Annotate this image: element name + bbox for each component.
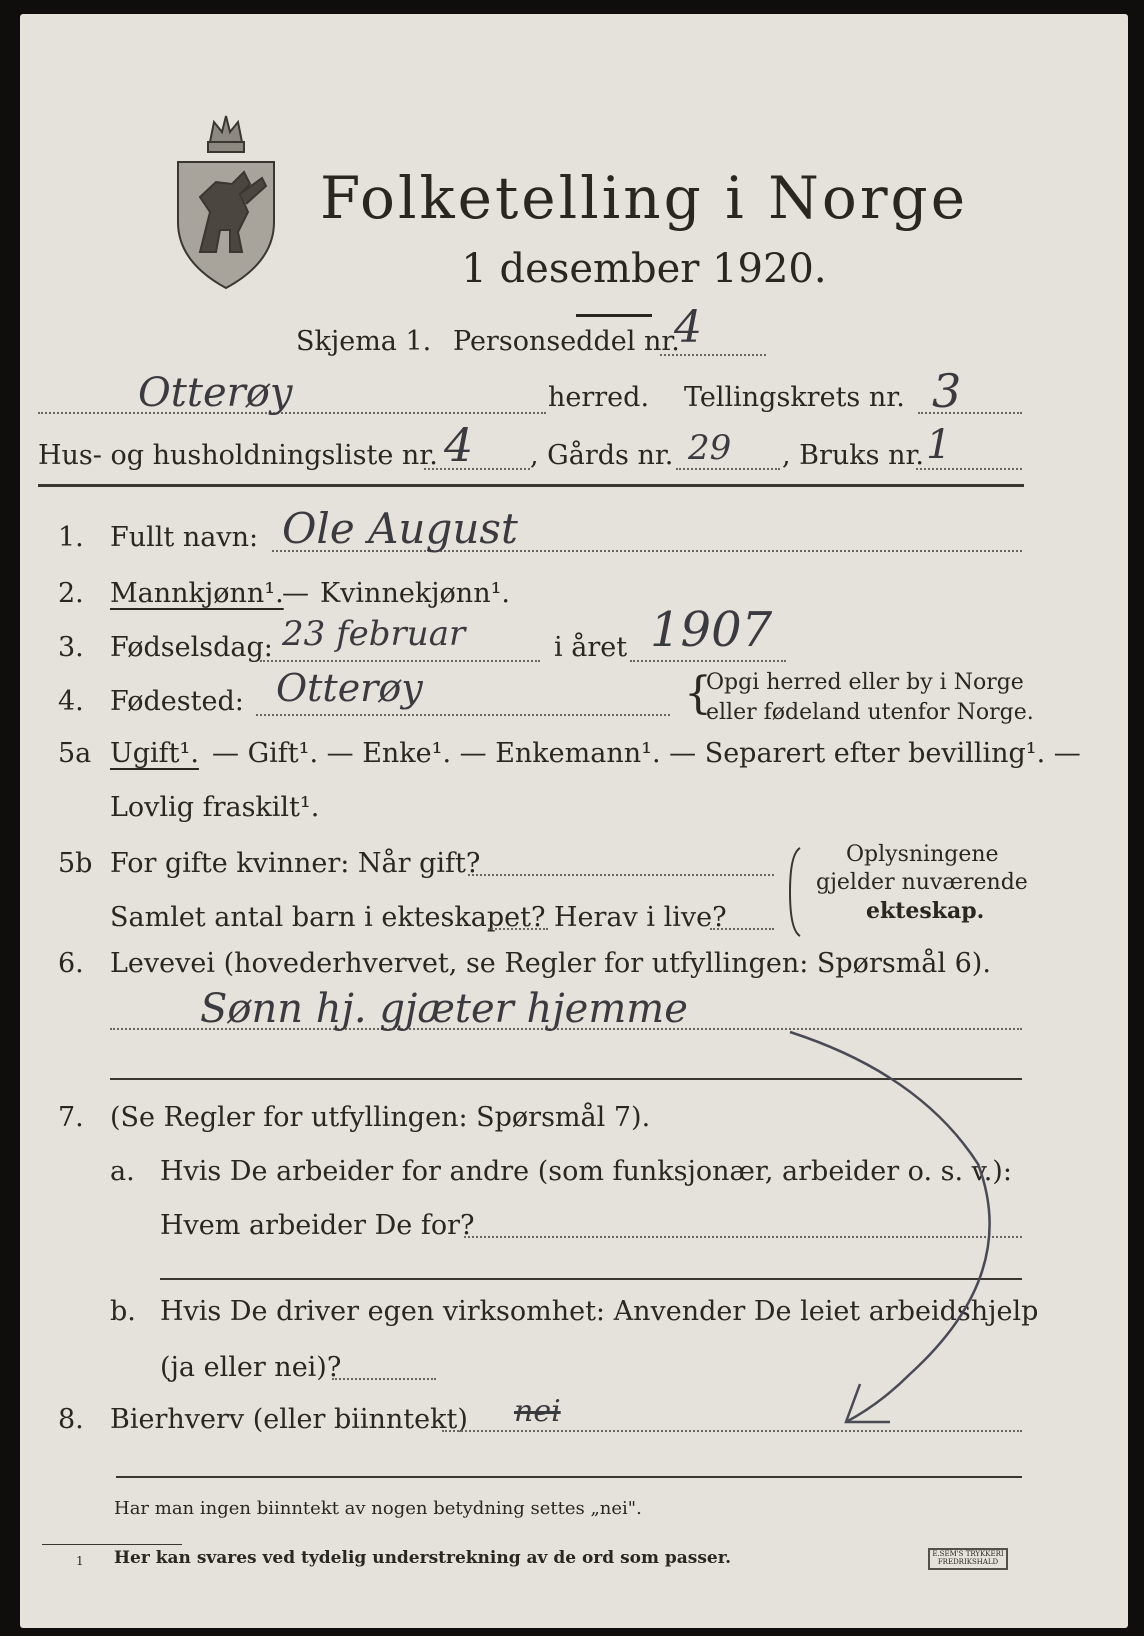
gards-value[interactable]: 29 <box>688 428 732 468</box>
q4-note-brace: { <box>684 668 712 719</box>
q4-label: Fødested: <box>110 686 244 717</box>
q5b-children-label: Samlet antal barn i ekteskapet? <box>110 902 546 933</box>
herred-label: herred. <box>548 382 650 413</box>
q2-number: 2. <box>58 578 84 609</box>
footnote-text: Her kan svares ved tydelig understrekning av de ord som passer. <box>114 1548 732 1568</box>
q2-kvinnekjonn-option[interactable]: Kvinnekjønn¹. <box>320 578 510 609</box>
form-title: Folketelling i Norge <box>319 164 969 232</box>
q4-note-line1: Opgi herred eller by i Norge <box>706 670 1024 695</box>
hus-value[interactable]: 4 <box>444 418 474 472</box>
q8-number: 8. <box>58 1404 84 1435</box>
q5b-note-line2: gjelder nuværende <box>816 870 1028 895</box>
q8-secondary-income-value[interactable]: nei <box>514 1394 561 1429</box>
tellingskrets-label: Tellingskrets nr. <box>684 382 905 413</box>
q5b-note-line3: ekteskap. <box>866 898 985 924</box>
q7a-letter: a. <box>110 1156 135 1187</box>
q3-year-label: i året <box>554 632 628 663</box>
personseddel-value[interactable]: 4 <box>674 302 702 353</box>
q4-birthplace-value[interactable]: Otterøy <box>276 666 423 710</box>
q7a-employer-label: Hvem arbeider De for? <box>160 1210 475 1241</box>
q2-mannkjonn-option[interactable]: Mannkjønn¹. <box>110 578 284 609</box>
q3-label: Fødselsdag: <box>110 632 273 663</box>
q7b-label: (ja eller nei)? <box>160 1352 342 1383</box>
q1-full-name-value[interactable]: Ole August <box>282 504 518 553</box>
q1-label: Fullt navn: <box>110 522 259 553</box>
footnote-mark: 1 <box>76 1554 84 1568</box>
skjema-label: Skjema 1. <box>296 326 432 357</box>
q3-number: 3. <box>58 632 84 663</box>
census-form-sheet <box>20 14 1128 1628</box>
bruks-label: , Bruks nr. <box>782 440 925 471</box>
q6-number: 6. <box>58 948 84 979</box>
q5a-fraskilt-option[interactable]: Lovlig fraskilt¹. <box>110 792 320 823</box>
gards-label: , Gårds nr. <box>530 440 674 471</box>
form-date: 1 desember 1920. <box>461 246 827 292</box>
hus-label: Hus- og husholdningsliste nr. <box>38 440 438 471</box>
q2-separator: — <box>282 578 309 609</box>
q5a-other-options[interactable]: — Gift¹. — Enke¹. — Enkemann¹. — Separert efter bevilling¹. — <box>212 738 1081 769</box>
q5a-ugift-option[interactable]: Ugift¹. <box>110 738 199 769</box>
q7-label: (Se Regler for utfyllingen: Spørsmål 7). <box>110 1102 651 1133</box>
handwritten-arrow-icon <box>20 14 1128 1628</box>
footer-note: Har man ingen biinntekt av nogen betydning settes „nei". <box>114 1498 642 1519</box>
q5b-alive-label: Herav i live? <box>554 902 727 933</box>
q6-label: Levevei (hovederhvervet, se Regler for utfyllingen: Spørsmål 6). <box>110 948 991 979</box>
q5b-married-label: For gifte kvinner: Når gift? <box>110 848 481 879</box>
q4-number: 4. <box>58 686 84 717</box>
q5b-note-line1: Oplysningene <box>846 842 999 867</box>
printer-stamp: E.SEM'S TRYKKERI FREDRIKSHALD <box>928 1548 1008 1570</box>
herred-value[interactable]: Otterøy <box>138 370 293 416</box>
q8-label: Bierhverv (eller biinntekt) <box>110 1404 468 1435</box>
q5b-number: 5b <box>58 848 93 879</box>
footnote-divider <box>42 1544 182 1545</box>
tellingskrets-value[interactable]: 3 <box>932 364 962 418</box>
personseddel-label: Personseddel nr. <box>453 326 680 357</box>
q7b-letter: b. <box>110 1296 136 1327</box>
q7-number: 7. <box>58 1102 84 1133</box>
q3-birthdate-value[interactable]: 23 februar <box>282 614 466 654</box>
q3-year-value[interactable]: 1907 <box>650 602 773 658</box>
q5a-number: 5a <box>58 738 92 769</box>
q1-number: 1. <box>58 522 84 553</box>
q7a-text: Hvis De arbeider for andre (som funksjonær, arbeider o. s. v.): <box>160 1156 1012 1187</box>
q7b-text: Hvis De driver egen virksomhet: Anvender De leiet arbeidshjelp <box>160 1296 1039 1327</box>
bruks-value[interactable]: 1 <box>926 422 952 468</box>
q6-occupation-value[interactable]: Sønn hj. gjæter hjemme <box>200 986 688 1032</box>
q4-note-line2: eller fødeland utenfor Norge. <box>706 700 1034 725</box>
